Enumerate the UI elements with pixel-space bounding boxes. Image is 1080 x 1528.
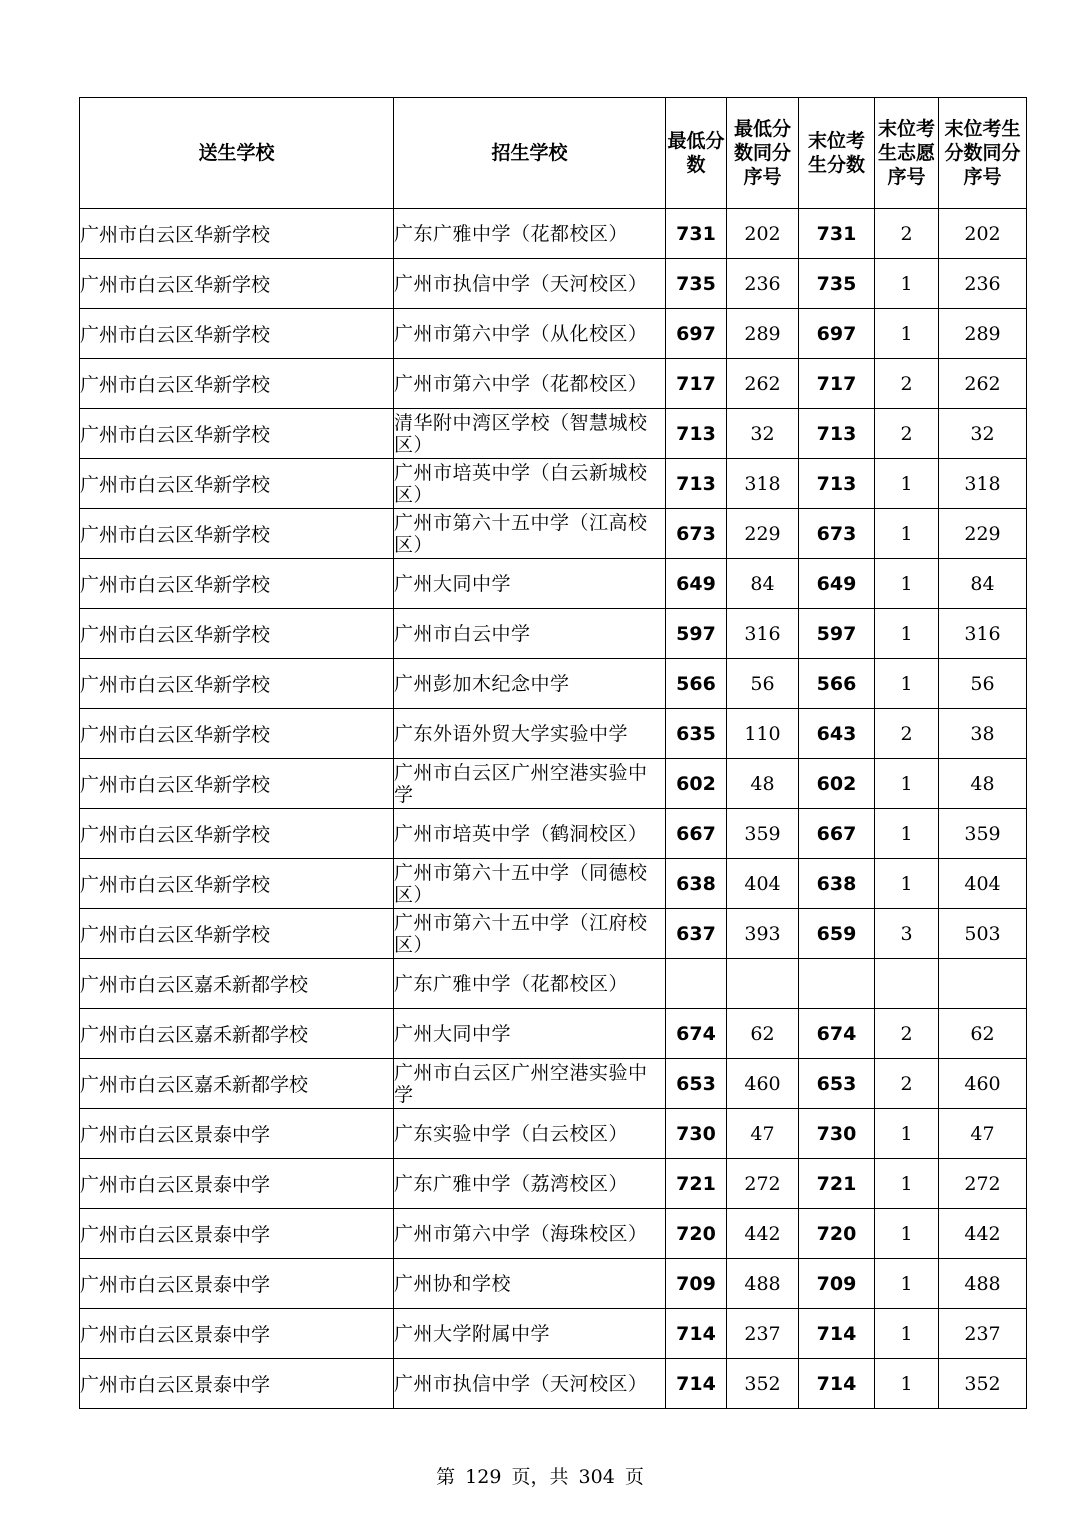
last-wish-order-cell: 3	[875, 909, 939, 959]
sender-school-cell: 广州市白云区嘉禾新都学校	[80, 1059, 394, 1109]
last-wish-order-cell: 2	[875, 409, 939, 459]
table-row	[80, 459, 1027, 509]
admitting-school-cell: 广州市白云区广州空港实验中学	[394, 759, 666, 809]
table-row	[80, 659, 1027, 709]
footer-total-pages: 304	[578, 1466, 615, 1488]
last-score-rank-cell: 318	[939, 459, 1027, 509]
admitting-school-cell: 广州彭加木纪念中学	[394, 659, 666, 709]
min-score-rank-cell	[727, 959, 799, 1009]
last-wish-order-cell: 1	[875, 809, 939, 859]
sender-school-cell: 广州市白云区华新学校	[80, 809, 394, 859]
last-score-cell: 638	[799, 859, 875, 909]
header-admitting-school: 招生学校	[394, 98, 666, 209]
min-score-cell	[666, 959, 727, 1009]
header-last-score: 末位考生分数	[799, 98, 875, 209]
sender-school-cell: 广州市白云区嘉禾新都学校	[80, 959, 394, 1009]
last-score-rank-cell: 289	[939, 309, 1027, 359]
header-min-score: 最低分数	[666, 98, 727, 209]
min-score-cell: 717	[666, 359, 727, 409]
last-score-cell: 730	[799, 1109, 875, 1159]
sender-school-cell: 广州市白云区华新学校	[80, 659, 394, 709]
page-footer	[0, 1462, 1080, 1489]
min-score-rank-cell: 62	[727, 1009, 799, 1059]
last-wish-order-cell: 2	[875, 209, 939, 259]
min-score-cell: 735	[666, 259, 727, 309]
footer-page-number: 129	[465, 1466, 502, 1488]
last-score-cell: 566	[799, 659, 875, 709]
min-score-cell: 602	[666, 759, 727, 809]
last-wish-order-cell: 1	[875, 559, 939, 609]
last-wish-order-cell: 1	[875, 1309, 939, 1359]
min-score-cell: 635	[666, 709, 727, 759]
table-row	[80, 559, 1027, 609]
last-wish-order-cell: 2	[875, 1059, 939, 1109]
admitting-school-cell: 广州市第六十五中学（同德校区）	[394, 859, 666, 909]
sender-school-cell: 广州市白云区景泰中学	[80, 1159, 394, 1209]
last-score-rank-cell: 62	[939, 1009, 1027, 1059]
last-wish-order-cell: 1	[875, 1259, 939, 1309]
table-row	[80, 1109, 1027, 1159]
table-row	[80, 509, 1027, 559]
last-score-cell: 720	[799, 1209, 875, 1259]
last-score-rank-cell: 316	[939, 609, 1027, 659]
sender-school-cell: 广州市白云区华新学校	[80, 409, 394, 459]
table-row	[80, 1009, 1027, 1059]
min-score-rank-cell: 84	[727, 559, 799, 609]
min-score-rank-cell: 289	[727, 309, 799, 359]
min-score-rank-cell: 202	[727, 209, 799, 259]
admitting-school-cell: 广州市第六中学（花都校区）	[394, 359, 666, 409]
min-score-cell: 674	[666, 1009, 727, 1059]
table-row	[80, 609, 1027, 659]
min-score-rank-cell: 262	[727, 359, 799, 409]
admitting-school-cell: 广东广雅中学（花都校区）	[394, 959, 666, 1009]
table-row	[80, 1159, 1027, 1209]
min-score-rank-cell: 442	[727, 1209, 799, 1259]
last-wish-order-cell: 1	[875, 609, 939, 659]
last-score-rank-cell: 352	[939, 1359, 1027, 1409]
min-score-cell: 714	[666, 1309, 727, 1359]
table-row	[80, 959, 1027, 1009]
admitting-school-cell: 广州市执信中学（天河校区）	[394, 259, 666, 309]
last-wish-order-cell: 2	[875, 1009, 939, 1059]
table-row	[80, 409, 1027, 459]
header-sender-school: 送生学校	[80, 98, 394, 209]
last-score-rank-cell: 262	[939, 359, 1027, 409]
admitting-school-cell: 清华附中湾区学校（智慧城校区）	[394, 409, 666, 459]
admitting-school-cell: 广东广雅中学（花都校区）	[394, 209, 666, 259]
last-score-rank-cell: 237	[939, 1309, 1027, 1359]
min-score-cell: 637	[666, 909, 727, 959]
last-score-cell: 653	[799, 1059, 875, 1109]
last-wish-order-cell: 1	[875, 659, 939, 709]
min-score-rank-cell: 352	[727, 1359, 799, 1409]
last-score-cell	[799, 959, 875, 1009]
last-score-cell: 713	[799, 459, 875, 509]
min-score-cell: 597	[666, 609, 727, 659]
last-score-rank-cell: 84	[939, 559, 1027, 609]
sender-school-cell: 广州市白云区景泰中学	[80, 1109, 394, 1159]
last-score-rank-cell: 404	[939, 859, 1027, 909]
table-row	[80, 709, 1027, 759]
last-score-rank-cell: 48	[939, 759, 1027, 809]
sender-school-cell: 广州市白云区华新学校	[80, 709, 394, 759]
min-score-cell: 714	[666, 1359, 727, 1409]
table-row	[80, 1209, 1027, 1259]
header-row	[80, 98, 1027, 209]
admitting-school-cell: 广州市第六中学（海珠校区）	[394, 1209, 666, 1259]
min-score-cell: 649	[666, 559, 727, 609]
sender-school-cell: 广州市白云区华新学校	[80, 359, 394, 409]
table-row	[80, 759, 1027, 809]
admitting-school-cell: 广州大学附属中学	[394, 1309, 666, 1359]
min-score-rank-cell: 316	[727, 609, 799, 659]
last-score-rank-cell: 272	[939, 1159, 1027, 1209]
admitting-school-cell: 广州市第六中学（从化校区）	[394, 309, 666, 359]
min-score-rank-cell: 56	[727, 659, 799, 709]
last-wish-order-cell: 2	[875, 359, 939, 409]
sender-school-cell: 广州市白云区华新学校	[80, 209, 394, 259]
admitting-school-cell: 广州市第六十五中学（江府校区）	[394, 909, 666, 959]
sender-school-cell: 广州市白云区华新学校	[80, 309, 394, 359]
admitting-school-cell: 广州市第六十五中学（江高校区）	[394, 509, 666, 559]
min-score-rank-cell: 110	[727, 709, 799, 759]
footer-middle: 页，共	[511, 1466, 569, 1488]
last-score-cell: 649	[799, 559, 875, 609]
min-score-cell: 566	[666, 659, 727, 709]
min-score-rank-cell: 32	[727, 409, 799, 459]
last-score-cell: 721	[799, 1159, 875, 1209]
last-score-rank-cell: 503	[939, 909, 1027, 959]
last-wish-order-cell: 2	[875, 709, 939, 759]
min-score-rank-cell: 237	[727, 1309, 799, 1359]
min-score-cell: 709	[666, 1259, 727, 1309]
last-wish-order-cell: 1	[875, 1159, 939, 1209]
min-score-cell: 673	[666, 509, 727, 559]
last-score-cell: 643	[799, 709, 875, 759]
last-score-rank-cell: 442	[939, 1209, 1027, 1259]
header-last-score-rank: 末位考生分数同分序号	[939, 98, 1027, 209]
min-score-cell: 720	[666, 1209, 727, 1259]
last-score-rank-cell: 38	[939, 709, 1027, 759]
table-row	[80, 309, 1027, 359]
table-row	[80, 209, 1027, 259]
sender-school-cell: 广州市白云区华新学校	[80, 559, 394, 609]
footer-prefix: 第	[436, 1466, 456, 1488]
min-score-rank-cell: 359	[727, 809, 799, 859]
table-row	[80, 809, 1027, 859]
table-row	[80, 1259, 1027, 1309]
sender-school-cell: 广州市白云区华新学校	[80, 759, 394, 809]
last-score-rank-cell: 460	[939, 1059, 1027, 1109]
last-score-cell: 709	[799, 1259, 875, 1309]
admitting-school-cell: 广州大同中学	[394, 1009, 666, 1059]
last-score-rank-cell: 488	[939, 1259, 1027, 1309]
table-row	[80, 1059, 1027, 1109]
last-score-rank-cell: 47	[939, 1109, 1027, 1159]
table-row	[80, 1309, 1027, 1359]
sender-school-cell: 广州市白云区嘉禾新都学校	[80, 1009, 394, 1059]
sender-school-cell: 广州市白云区景泰中学	[80, 1359, 394, 1409]
last-score-cell: 659	[799, 909, 875, 959]
admitting-school-cell: 广州市白云中学	[394, 609, 666, 659]
min-score-cell: 730	[666, 1109, 727, 1159]
min-score-cell: 721	[666, 1159, 727, 1209]
min-score-cell: 638	[666, 859, 727, 909]
header-last-wish-order: 末位考生志愿序号	[875, 98, 939, 209]
min-score-rank-cell: 47	[727, 1109, 799, 1159]
min-score-cell: 653	[666, 1059, 727, 1109]
admitting-school-cell: 广州市培英中学（鹤洞校区）	[394, 809, 666, 859]
admitting-school-cell: 广东实验中学（白云校区）	[394, 1109, 666, 1159]
table-row	[80, 259, 1027, 309]
min-score-cell: 713	[666, 409, 727, 459]
last-score-cell: 673	[799, 509, 875, 559]
last-wish-order-cell	[875, 959, 939, 1009]
sender-school-cell: 广州市白云区景泰中学	[80, 1259, 394, 1309]
last-score-rank-cell: 229	[939, 509, 1027, 559]
header-min-score-rank: 最低分数同分序号	[727, 98, 799, 209]
last-score-rank-cell: 359	[939, 809, 1027, 859]
last-score-cell: 735	[799, 259, 875, 309]
sender-school-cell: 广州市白云区景泰中学	[80, 1309, 394, 1359]
last-wish-order-cell: 1	[875, 1109, 939, 1159]
last-wish-order-cell: 1	[875, 859, 939, 909]
min-score-rank-cell: 404	[727, 859, 799, 909]
last-wish-order-cell: 1	[875, 1359, 939, 1409]
sender-school-cell: 广州市白云区华新学校	[80, 859, 394, 909]
admitting-school-cell: 广州协和学校	[394, 1259, 666, 1309]
admitting-school-cell: 广州大同中学	[394, 559, 666, 609]
sender-school-cell: 广州市白云区华新学校	[80, 509, 394, 559]
last-score-rank-cell: 236	[939, 259, 1027, 309]
table-row	[80, 859, 1027, 909]
min-score-rank-cell: 488	[727, 1259, 799, 1309]
min-score-rank-cell: 393	[727, 909, 799, 959]
last-wish-order-cell: 1	[875, 309, 939, 359]
min-score-cell: 697	[666, 309, 727, 359]
sender-school-cell: 广州市白云区华新学校	[80, 909, 394, 959]
last-wish-order-cell: 1	[875, 509, 939, 559]
last-score-rank-cell: 32	[939, 409, 1027, 459]
admitting-school-cell: 广东广雅中学（荔湾校区）	[394, 1159, 666, 1209]
admitting-school-cell: 广州市培英中学（白云新城校区）	[394, 459, 666, 509]
sender-school-cell: 广州市白云区华新学校	[80, 609, 394, 659]
last-score-cell: 602	[799, 759, 875, 809]
footer-suffix: 页	[624, 1466, 644, 1488]
last-score-rank-cell: 56	[939, 659, 1027, 709]
admitting-school-cell: 广东外语外贸大学实验中学	[394, 709, 666, 759]
last-score-cell: 714	[799, 1359, 875, 1409]
min-score-rank-cell: 272	[727, 1159, 799, 1209]
min-score-rank-cell: 229	[727, 509, 799, 559]
last-wish-order-cell: 1	[875, 259, 939, 309]
last-score-cell: 717	[799, 359, 875, 409]
min-score-rank-cell: 48	[727, 759, 799, 809]
min-score-cell: 667	[666, 809, 727, 859]
admitting-school-cell: 广州市执信中学（天河校区）	[394, 1359, 666, 1409]
min-score-rank-cell: 460	[727, 1059, 799, 1109]
last-wish-order-cell: 1	[875, 759, 939, 809]
last-score-cell: 731	[799, 209, 875, 259]
last-score-rank-cell	[939, 959, 1027, 1009]
last-score-cell: 597	[799, 609, 875, 659]
min-score-cell: 731	[666, 209, 727, 259]
admitting-school-cell: 广州市白云区广州空港实验中学	[394, 1059, 666, 1109]
last-score-rank-cell: 202	[939, 209, 1027, 259]
last-wish-order-cell: 1	[875, 1209, 939, 1259]
table-row	[80, 359, 1027, 409]
last-wish-order-cell: 1	[875, 459, 939, 509]
last-score-cell: 713	[799, 409, 875, 459]
min-score-rank-cell: 236	[727, 259, 799, 309]
table-row	[80, 909, 1027, 959]
last-score-cell: 714	[799, 1309, 875, 1359]
table-row	[80, 1359, 1027, 1409]
last-score-cell: 667	[799, 809, 875, 859]
admission-table	[79, 97, 1027, 1409]
sender-school-cell: 广州市白云区景泰中学	[80, 1209, 394, 1259]
last-score-cell: 674	[799, 1009, 875, 1059]
last-score-cell: 697	[799, 309, 875, 359]
sender-school-cell: 广州市白云区华新学校	[80, 459, 394, 509]
min-score-cell: 713	[666, 459, 727, 509]
sender-school-cell: 广州市白云区华新学校	[80, 259, 394, 309]
min-score-rank-cell: 318	[727, 459, 799, 509]
